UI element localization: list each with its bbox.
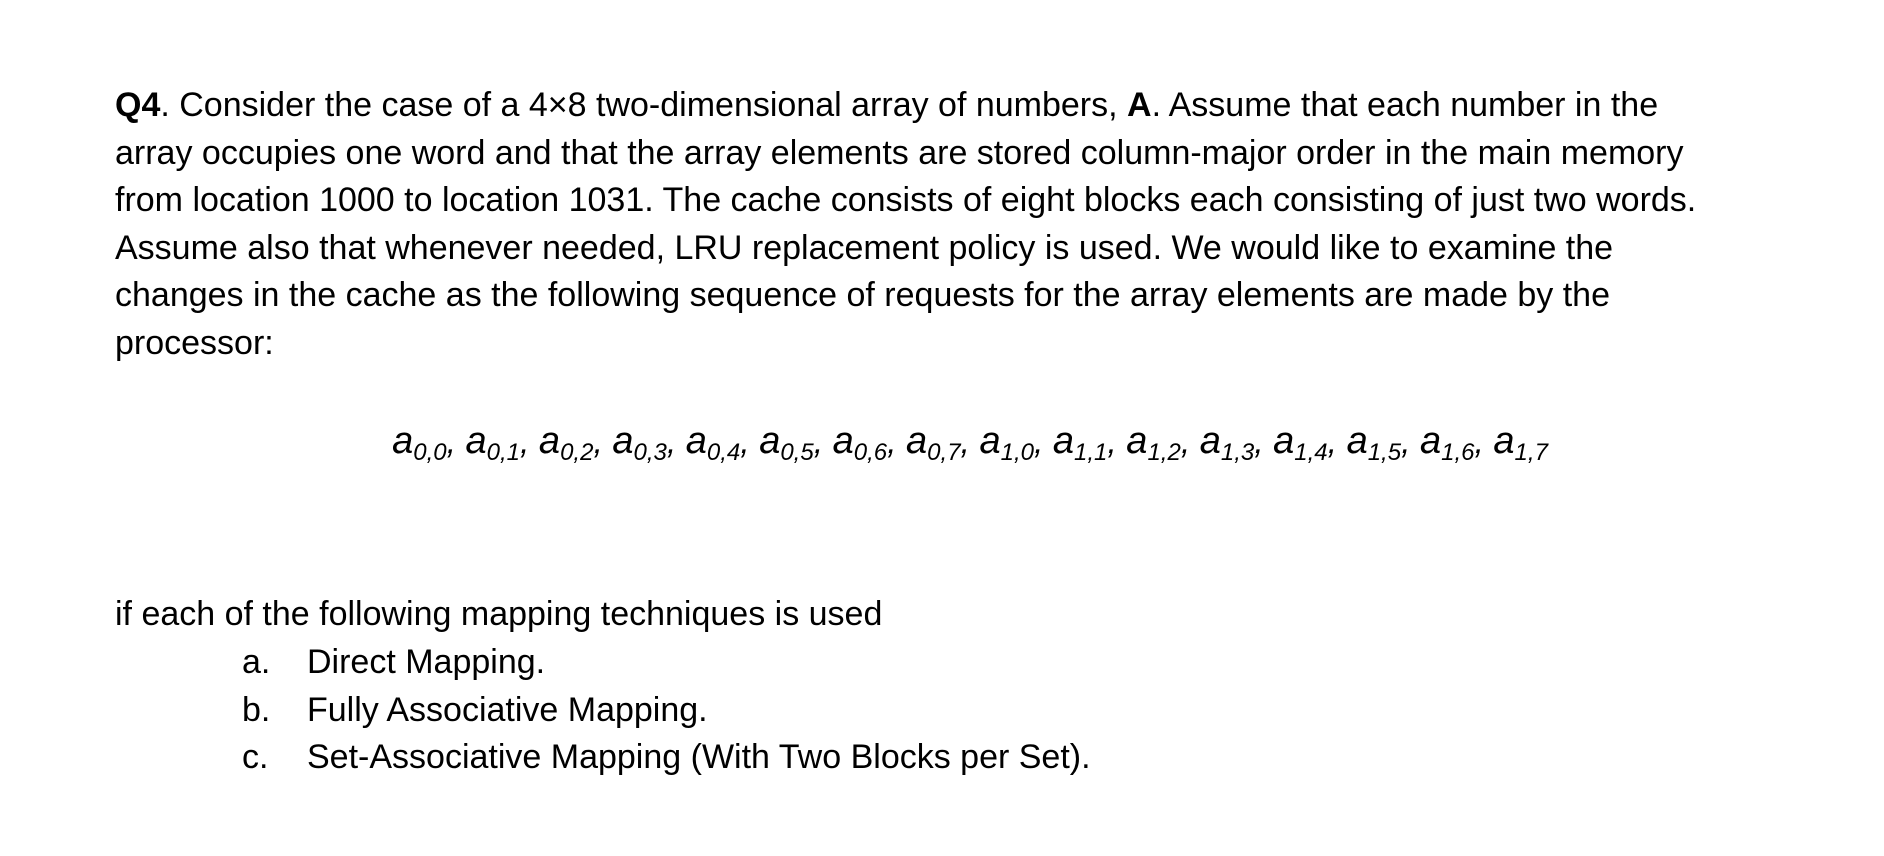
term-index: 0,4: [706, 439, 741, 466]
sequence-separator: ,: [1474, 423, 1494, 461]
term-base: a: [906, 420, 928, 462]
option-marker: b.: [242, 690, 271, 729]
term-index: 1,5: [1367, 439, 1402, 466]
term-base: a: [832, 420, 854, 462]
sequence-term: [1346, 420, 1402, 466]
term-base: a: [612, 420, 634, 462]
sequence-separator: ,: [1180, 423, 1200, 461]
option-text: Direct Mapping.: [307, 643, 546, 681]
question-label: Q4: [115, 86, 161, 124]
term-index: 1,2: [1147, 439, 1181, 466]
question-line-6: processor:: [115, 323, 274, 362]
sequence-term: [1126, 420, 1181, 466]
sequence-term: [538, 420, 594, 466]
sequence-separator: ,: [740, 423, 760, 461]
question-paragraph: [115, 82, 1775, 367]
question-line-3: from location 1000 to location 1031. The cache consists of eight blocks each consisting of just two words.: [115, 181, 1697, 219]
sequence-term: [1273, 420, 1328, 466]
question-line-2: array occupies one word and that the array elements are stored column-major order in the main memory: [115, 133, 1684, 172]
term-index: 1,4: [1294, 439, 1328, 466]
sequence-separator: ,: [520, 423, 539, 461]
term-base: a: [1493, 420, 1515, 462]
mapping-options: [242, 639, 1091, 782]
option-text: Set-Associative Mapping (With Two Blocks per Set).: [307, 738, 1091, 776]
term-base: a: [392, 420, 414, 462]
term-index: 1,1: [1074, 439, 1108, 466]
sequence-term: [685, 420, 741, 466]
access-sequence: [115, 420, 1775, 466]
sequence-separator: ,: [813, 423, 833, 461]
term-base: a: [759, 420, 781, 462]
term-index: 0,5: [780, 439, 814, 466]
sequence-term: [832, 420, 888, 466]
sequence-term: [1052, 420, 1108, 466]
sequence-term: [465, 420, 521, 466]
question-text-1a: . Consider the case of a 4×8 two-dimensional array of numbers,: [160, 86, 1128, 124]
sequence-separator: ,: [1033, 423, 1053, 461]
question-line-1: [115, 82, 1775, 130]
array-name: A: [1127, 86, 1152, 124]
sequence-separator: ,: [1327, 423, 1347, 461]
sequence-separator: ,: [666, 423, 686, 461]
term-base: a: [1126, 420, 1148, 462]
term-base: a: [979, 420, 1001, 462]
option-direct: [242, 639, 1091, 687]
sequence-separator: ,: [446, 423, 466, 461]
term-index: 1,7: [1514, 439, 1548, 466]
term-base: a: [1052, 420, 1075, 462]
term-index: 0,3: [633, 439, 667, 466]
term-index: 0,1: [486, 439, 521, 466]
sequence-term: [1419, 420, 1475, 466]
question-line-5: changes in the cache as the following sequence of requests for the array elements are made by the: [115, 276, 1611, 314]
option-marker: a.: [242, 643, 271, 681]
term-base: a: [538, 420, 561, 462]
option-text: Fully Associative Mapping.: [307, 690, 708, 729]
sequence-separator: ,: [1107, 423, 1127, 461]
sequence-term: [392, 420, 447, 466]
term-base: a: [465, 420, 487, 462]
term-index: 0,0: [413, 439, 447, 466]
term-index: 1,6: [1441, 439, 1475, 466]
question-text-1b: . Assume that each number in the: [1151, 86, 1659, 124]
sequence-term: [906, 420, 961, 466]
question-page: [115, 82, 1775, 776]
mapping-intro: if each of the following mapping techniques is used: [115, 595, 883, 633]
term-index: 1,0: [1000, 439, 1034, 466]
term-index: 0,7: [927, 439, 961, 466]
sequence-separator: ,: [1401, 423, 1420, 461]
option-marker: c.: [242, 738, 269, 776]
option-set-associative: [242, 734, 1091, 782]
sequence-term: [1493, 420, 1548, 466]
sequence-separator: ,: [960, 423, 980, 461]
sequence-term: [979, 420, 1034, 466]
term-base: a: [685, 420, 707, 462]
term-base: a: [1346, 420, 1368, 462]
sequence-term: [612, 420, 667, 466]
sequence-separator: ,: [887, 423, 907, 461]
term-index: 1,3: [1220, 439, 1255, 466]
term-base: a: [1199, 420, 1221, 462]
sequence-separator: ,: [593, 423, 613, 461]
term-index: 0,6: [853, 439, 888, 466]
sequence-separator: ,: [1254, 423, 1274, 461]
term-base: a: [1273, 420, 1295, 462]
sequence-term: [759, 420, 814, 466]
term-index: 0,2: [560, 439, 594, 466]
term-base: a: [1419, 420, 1442, 462]
question-line-4: Assume also that whenever needed, LRU replacement policy is used. We would like to examine the: [115, 228, 1614, 267]
sequence-term: [1199, 420, 1255, 466]
option-fully-associative: [242, 687, 1091, 735]
